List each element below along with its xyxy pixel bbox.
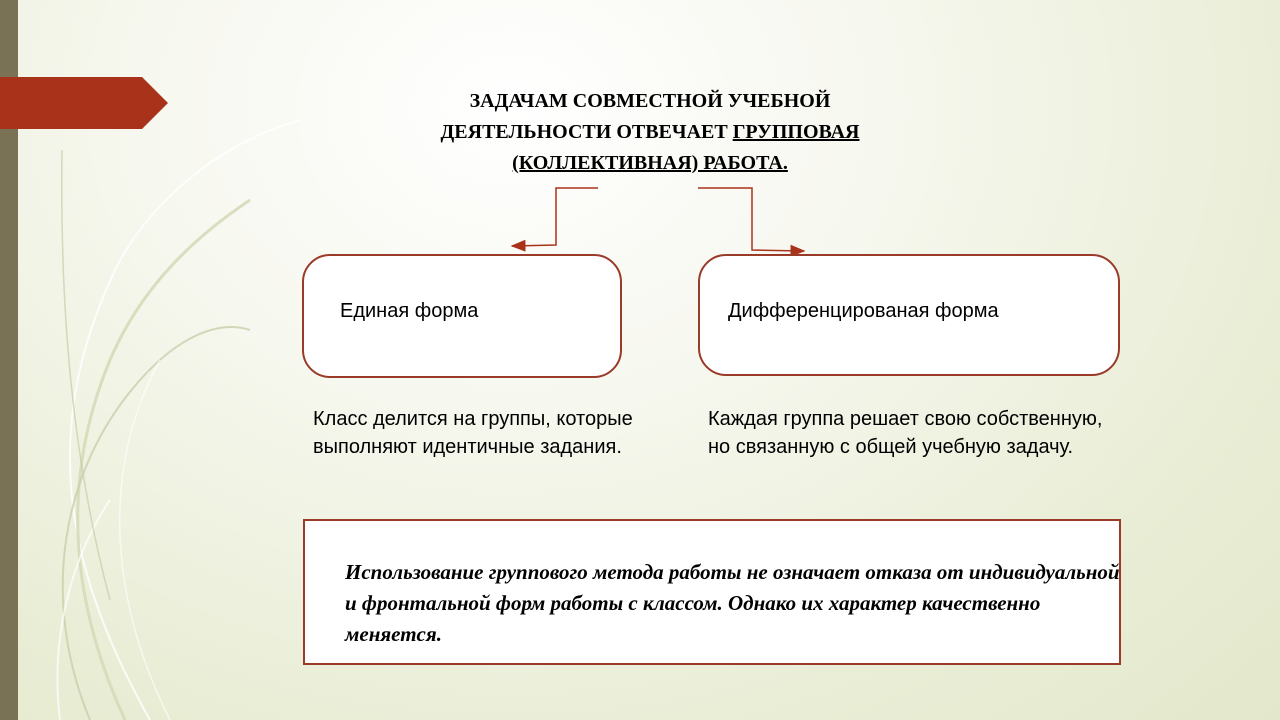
connector-left-arrow [512,188,598,246]
form-box-unified [302,254,622,378]
title-underlined-word: ГРУППОВАЯ [732,121,860,143]
form-box-differentiated [698,254,1120,376]
note-text: Использование группового метода работы не означает отказа от индивидуальной и фронтальной форм работы с классом. Однако их характер качественно меняется. [345,560,1120,646]
connector-right-arrow [698,188,804,251]
title-line-3: (КОЛЛЕКТИВНАЯ) РАБОТА. [512,152,788,174]
title-line-1: ЗАДАЧАМ СОВМЕСТНОЙ УЧЕБНОЙ [469,90,831,112]
description-unified: Класс делится на группы, которые выполняют идентичные задания. [313,408,633,458]
description-differentiated: Каждая группа решает свою собственную, но связанную с общей учебную задачу. [708,408,1103,458]
note-box [303,519,1121,665]
title-line-2-text: ДЕЯТЕЛЬНОСТИ ОТВЕЧАЕТ [440,121,733,143]
form-label-unified: Единая форма [340,300,479,322]
form-label-differentiated: Дифференцированая форма [728,300,999,322]
